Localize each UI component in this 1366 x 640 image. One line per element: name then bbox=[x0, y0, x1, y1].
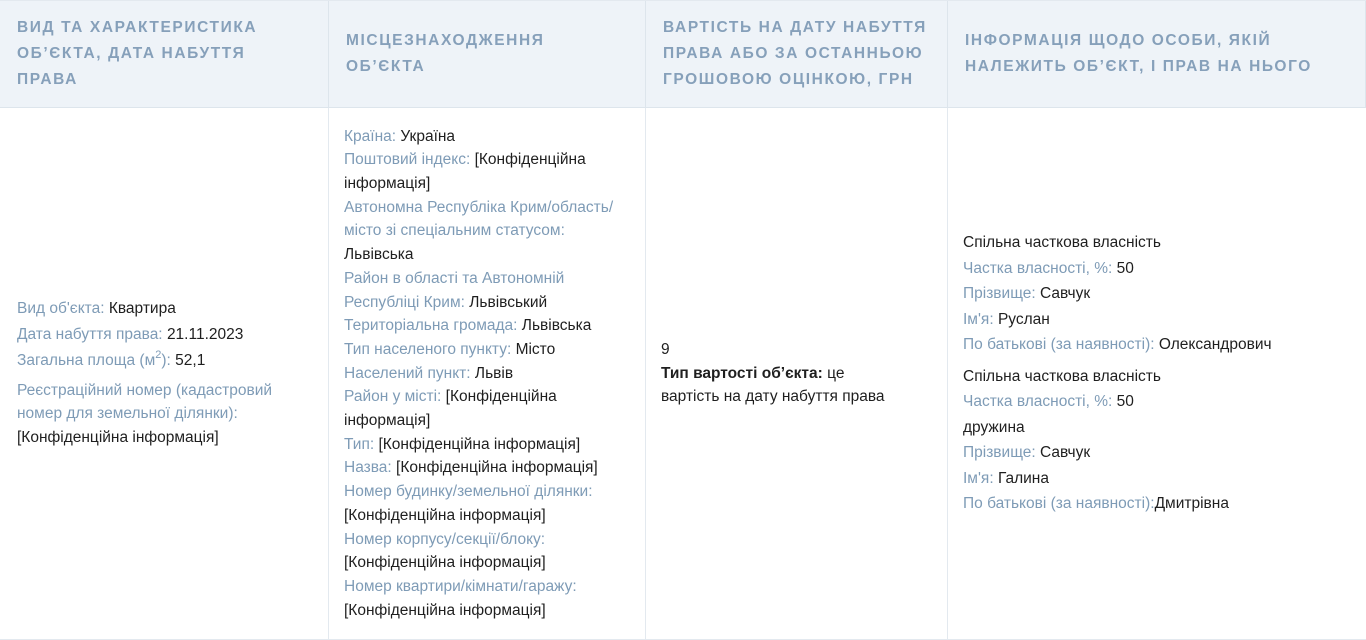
value-type-label: Тип вартості об’єкта: bbox=[661, 364, 823, 382]
location-label: Тип населеного пункту: bbox=[344, 340, 512, 358]
location-label: Автономна Республіка Крим/область/ місто зі спеціальним статусом: bbox=[344, 198, 614, 240]
object-type-value: Квартира bbox=[108, 300, 176, 318]
share-row bbox=[963, 389, 1350, 415]
location-row bbox=[344, 314, 615, 338]
location-value: Львівська bbox=[521, 317, 592, 335]
location-row bbox=[344, 125, 615, 149]
first-name-value: Галина bbox=[997, 469, 1049, 487]
owner-list bbox=[963, 230, 1350, 517]
ownership-type-row bbox=[963, 230, 1350, 256]
location-row bbox=[344, 148, 615, 195]
location-value: Україна bbox=[400, 127, 456, 145]
location-label: Район у місті: bbox=[344, 388, 442, 406]
relation-row bbox=[963, 415, 1350, 441]
location-row bbox=[344, 528, 615, 575]
surname-row bbox=[963, 281, 1350, 307]
location-value: Львів bbox=[474, 364, 514, 382]
total-area-row bbox=[17, 349, 304, 373]
location-value: [Конфіденційна інформація] bbox=[344, 506, 546, 524]
object-type-label: Вид об'єкта: bbox=[17, 300, 105, 318]
value-type-value: це вартість на дату набуття права bbox=[661, 364, 885, 406]
total-area-label-pre: Загальна площа (м bbox=[17, 351, 156, 369]
surname-row bbox=[963, 440, 1350, 466]
total-area-label-sup: 2 bbox=[155, 348, 162, 361]
ownership-type: Спільна часткова власність bbox=[963, 367, 1161, 385]
first-name-row bbox=[963, 466, 1350, 492]
owner-block bbox=[963, 230, 1350, 358]
value-type-row bbox=[661, 362, 907, 409]
registration-number-row bbox=[17, 379, 304, 450]
header-value bbox=[646, 1, 948, 108]
location-label: Територіальна громада: bbox=[344, 317, 518, 335]
total-area-label bbox=[17, 348, 171, 369]
location-value: [Конфіденційна інформація] bbox=[344, 554, 546, 572]
location-label: Номер квартири/кімнати/гаражу: bbox=[344, 577, 577, 595]
location-value: [Конфіденційна інформація] bbox=[344, 601, 546, 619]
ownership-type-row bbox=[963, 364, 1350, 390]
header-owner-info-text: ІНФОРМАЦІЯ ЩОДО ОСОБИ, ЯКІЙ НАЛЕЖИТЬ ОБ’ЄКТ, І ПРАВ НА НЬОГО bbox=[965, 32, 1312, 75]
patronymic-value: Олександрович bbox=[1158, 336, 1272, 354]
registration-number-label: Реєстраційний номер (кадастровий номер для земельної ділянки): bbox=[17, 381, 273, 423]
total-area-label-post: ): bbox=[161, 351, 171, 369]
patronymic-label: По батькові (за наявності): bbox=[963, 336, 1155, 354]
header-location-text: МІСЦЕЗНАХОДЖЕННЯ ОБ’ЄКТА bbox=[346, 32, 545, 75]
location-row bbox=[344, 385, 615, 432]
location-row bbox=[344, 575, 615, 622]
header-value-text: ВАРТІСТЬ НА ДАТУ НАБУТТЯ ПРАВА АБО ЗА ОСТАННЬОЮ ГРОШОВОЮ ОЦІНКОЮ, ГРН bbox=[663, 19, 927, 88]
location-label: Номер будинку/земельної ділянки: bbox=[344, 483, 593, 501]
share-value: 50 bbox=[1116, 393, 1134, 411]
location-row bbox=[344, 433, 615, 457]
surname-label: Прізвище: bbox=[963, 285, 1036, 303]
surname-label: Прізвище: bbox=[963, 444, 1036, 462]
acquisition-date-row bbox=[17, 323, 304, 347]
location-cell bbox=[329, 108, 646, 640]
first-name-label: Ім'я: bbox=[963, 469, 994, 487]
patronymic-row bbox=[963, 491, 1350, 517]
value-cell bbox=[646, 108, 948, 640]
header-object-type bbox=[0, 1, 329, 108]
location-label: Назва: bbox=[344, 459, 392, 477]
owner-cell bbox=[948, 108, 1366, 640]
location-value: [Конфіденційна інформація] bbox=[344, 388, 557, 430]
relation-value: дружина bbox=[963, 418, 1025, 436]
owner-block bbox=[963, 364, 1350, 517]
share-label: Частка власності, %: bbox=[963, 259, 1113, 277]
first-name-row bbox=[963, 307, 1350, 333]
location-label: Країна: bbox=[344, 127, 397, 145]
patronymic-value: Дмитрівна bbox=[1154, 495, 1229, 513]
total-area-value: 52,1 bbox=[175, 351, 206, 369]
registration-number-value: [Конфіденційна інформація] bbox=[17, 428, 219, 446]
acquisition-date-label: Дата набуття права: bbox=[17, 326, 163, 344]
location-row bbox=[344, 267, 615, 314]
surname-value: Савчук bbox=[1040, 285, 1091, 303]
location-label: Тип: bbox=[344, 435, 375, 453]
location-row bbox=[344, 362, 615, 386]
location-label: Населений пункт: bbox=[344, 364, 471, 382]
ownership-type: Спільна часткова власність bbox=[963, 234, 1161, 252]
header-location bbox=[329, 1, 646, 108]
location-value: Львівський bbox=[469, 293, 548, 311]
location-label: Район в області та Автономній Республіці Крим: bbox=[344, 269, 565, 311]
location-label: Поштовий індекс: bbox=[344, 151, 471, 169]
value-amount: 9 bbox=[661, 340, 670, 358]
header-object-type-text: ВИД ТА ХАРАКТЕРИСТИКА ОБ’ЄКТА, ДАТА НАБУТТЯ ПРАВА bbox=[17, 19, 258, 88]
location-row bbox=[344, 456, 615, 480]
header-owner-info bbox=[948, 1, 1366, 108]
share-label: Частка власності, %: bbox=[963, 393, 1113, 411]
patronymic-row bbox=[963, 332, 1350, 358]
first-name-value: Руслан bbox=[997, 310, 1050, 328]
object-type-row bbox=[17, 297, 304, 321]
first-name-label: Ім'я: bbox=[963, 310, 994, 328]
share-row bbox=[963, 256, 1350, 282]
location-list bbox=[344, 125, 615, 623]
location-value: [Конфіденційна інформація] bbox=[378, 435, 581, 453]
location-value: [Конфіденційна інформація] bbox=[344, 151, 586, 193]
patronymic-label: По батькові (за наявності): bbox=[963, 495, 1155, 513]
location-row bbox=[344, 338, 615, 362]
location-row bbox=[344, 480, 615, 527]
share-value: 50 bbox=[1116, 259, 1134, 277]
location-row bbox=[344, 196, 615, 267]
acquisition-date-value: 21.11.2023 bbox=[166, 326, 244, 344]
location-value: [Конфіденційна інформація] bbox=[396, 459, 598, 477]
location-value: Львівська bbox=[344, 246, 414, 264]
surname-value: Савчук bbox=[1040, 444, 1091, 462]
location-label: Номер корпусу/секції/блоку: bbox=[344, 530, 546, 548]
location-value: Місто bbox=[515, 340, 556, 358]
object-cell bbox=[0, 108, 329, 640]
